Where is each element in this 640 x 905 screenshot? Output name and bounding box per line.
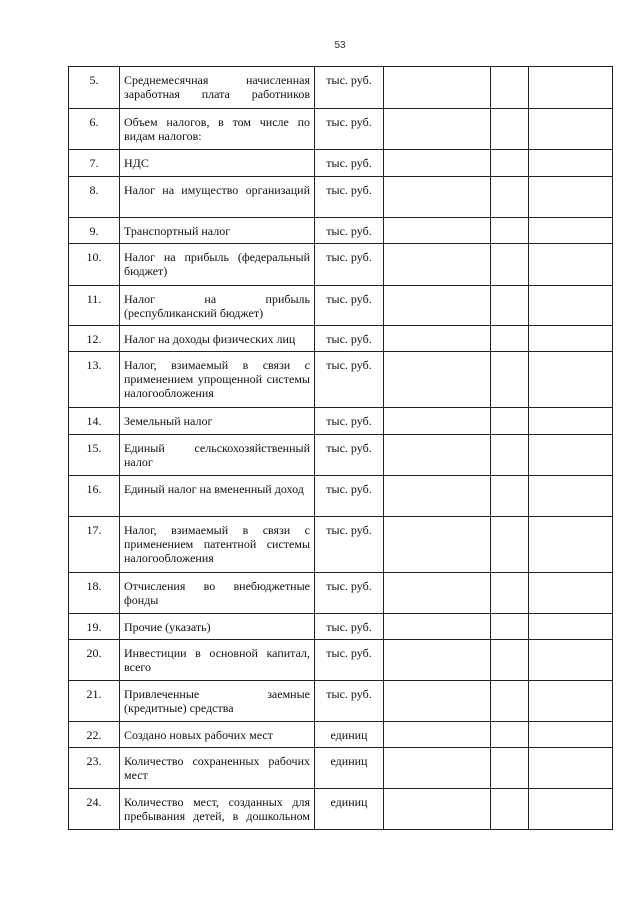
indicator-name: Транспортный налог (120, 218, 315, 244)
value-cell[interactable] (491, 789, 529, 830)
unit-cell: тыс. руб. (315, 517, 384, 573)
table-row (69, 67, 613, 109)
row-number: 24. (69, 789, 120, 830)
value-cell[interactable] (384, 614, 491, 640)
unit-cell: тыс. руб. (315, 614, 384, 640)
value-cell[interactable] (384, 640, 491, 681)
value-cell[interactable] (529, 150, 613, 177)
value-cell[interactable] (491, 244, 529, 286)
indicator-name: Налог на прибыль (федеральный бюджет) (120, 244, 315, 286)
indicator-name: Количество сохраненных рабочих мест (120, 748, 315, 789)
indicator-name: Налог на прибыль (республиканский бюджет) (120, 286, 315, 326)
table-row (69, 177, 613, 218)
value-cell[interactable] (384, 352, 491, 408)
row-number: 19. (69, 614, 120, 640)
value-cell[interactable] (529, 517, 613, 573)
unit-cell: тыс. руб. (315, 408, 384, 435)
indicator-name: Привлеченные заемные (кредитные) средства (120, 681, 315, 722)
unit-cell: тыс. руб. (315, 476, 384, 517)
value-cell[interactable] (529, 244, 613, 286)
indicator-name: Количество мест, созданных для пребывания детей, в дошкольном (120, 789, 315, 830)
value-cell[interactable] (491, 435, 529, 476)
unit-cell: тыс. руб. (315, 640, 384, 681)
value-cell[interactable] (529, 748, 613, 789)
value-cell[interactable] (384, 408, 491, 435)
unit-cell: тыс. руб. (315, 150, 384, 177)
table-row (69, 352, 613, 408)
value-cell[interactable] (491, 408, 529, 435)
row-number: 16. (69, 476, 120, 517)
row-number: 13. (69, 352, 120, 408)
value-cell[interactable] (529, 326, 613, 352)
unit-cell: тыс. руб. (315, 67, 384, 109)
value-cell[interactable] (491, 640, 529, 681)
page-number: 53 (334, 40, 346, 51)
row-number: 23. (69, 748, 120, 789)
value-cell[interactable] (529, 614, 613, 640)
row-number: 22. (69, 722, 120, 748)
value-cell[interactable] (384, 722, 491, 748)
value-cell[interactable] (384, 177, 491, 218)
value-cell[interactable] (529, 177, 613, 218)
table-row (69, 681, 613, 722)
value-cell[interactable] (529, 352, 613, 408)
indicator-name: Прочие (указать) (120, 614, 315, 640)
row-number: 5. (69, 67, 120, 109)
row-number: 18. (69, 573, 120, 614)
indicator-name: Земельный налог (120, 408, 315, 435)
table-row (69, 614, 613, 640)
indicator-name: Среднемесячная начисленная заработная плата работников (120, 67, 315, 109)
value-cell[interactable] (529, 681, 613, 722)
value-cell[interactable] (384, 286, 491, 326)
value-cell[interactable] (529, 573, 613, 614)
value-cell[interactable] (529, 640, 613, 681)
table-row (69, 722, 613, 748)
table-row (69, 244, 613, 286)
indicator-name: Налог на доходы физических лиц (120, 326, 315, 352)
indicator-name: Налог на имущество организаций (120, 177, 315, 218)
unit-cell: тыс. руб. (315, 326, 384, 352)
indicator-name: Налог, взимаемый в связи с применением упрощенной системы налогообложения (120, 352, 315, 408)
unit-cell: единиц (315, 789, 384, 830)
value-cell[interactable] (384, 517, 491, 573)
value-cell[interactable] (384, 326, 491, 352)
value-cell[interactable] (384, 435, 491, 476)
indicator-name: Создано новых рабочих мест (120, 722, 315, 748)
row-number: 7. (69, 150, 120, 177)
value-cell[interactable] (529, 408, 613, 435)
value-cell[interactable] (384, 244, 491, 286)
value-cell[interactable] (384, 789, 491, 830)
value-cell[interactable] (491, 352, 529, 408)
row-number: 10. (69, 244, 120, 286)
value-cell[interactable] (529, 476, 613, 517)
table-row (69, 748, 613, 789)
value-cell[interactable] (491, 109, 529, 150)
value-cell[interactable] (384, 150, 491, 177)
value-cell[interactable] (529, 435, 613, 476)
indicator-name: Отчисления во внебюджетные фонды (120, 573, 315, 614)
value-cell[interactable] (384, 573, 491, 614)
value-cell[interactable] (384, 748, 491, 789)
table-row (69, 476, 613, 517)
unit-cell: тыс. руб. (315, 573, 384, 614)
unit-cell: тыс. руб. (315, 218, 384, 244)
value-cell[interactable] (384, 218, 491, 244)
value-cell[interactable] (529, 67, 613, 109)
unit-cell: тыс. руб. (315, 286, 384, 326)
value-cell[interactable] (529, 789, 613, 830)
unit-cell: тыс. руб. (315, 109, 384, 150)
table-row (69, 150, 613, 177)
value-cell[interactable] (491, 681, 529, 722)
unit-cell: тыс. руб. (315, 435, 384, 476)
table-row (69, 789, 613, 830)
indicator-name: Налог, взимаемый в связи с применением патентной системы налогообложения (120, 517, 315, 573)
row-number: 14. (69, 408, 120, 435)
row-number: 17. (69, 517, 120, 573)
indicator-name: Объем налогов, в том числе по видам налогов: (120, 109, 315, 150)
unit-cell: единиц (315, 722, 384, 748)
indicator-name: Единый сельскохозяйственный налог (120, 435, 315, 476)
row-number: 15. (69, 435, 120, 476)
value-cell[interactable] (384, 681, 491, 722)
value-cell[interactable] (491, 150, 529, 177)
table-row (69, 640, 613, 681)
indicator-name: Инвестиции в основной капитал, всего (120, 640, 315, 681)
value-cell[interactable] (384, 476, 491, 517)
value-cell[interactable] (491, 517, 529, 573)
unit-cell: единиц (315, 748, 384, 789)
value-cell[interactable] (491, 722, 529, 748)
row-number: 11. (69, 286, 120, 326)
row-number: 8. (69, 177, 120, 218)
indicator-name: НДС (120, 150, 315, 177)
row-number: 9. (69, 218, 120, 244)
value-cell[interactable] (529, 218, 613, 244)
value-cell[interactable] (491, 614, 529, 640)
table-row (69, 218, 613, 244)
value-cell[interactable] (529, 286, 613, 326)
value-cell[interactable] (384, 67, 491, 109)
value-cell[interactable] (491, 67, 529, 109)
value-cell[interactable] (529, 109, 613, 150)
value-cell[interactable] (491, 177, 529, 218)
indicator-name: Единый налог на вмененный доход (120, 476, 315, 517)
value-cell[interactable] (491, 326, 529, 352)
table-row (69, 517, 613, 573)
row-number: 6. (69, 109, 120, 150)
value-cell[interactable] (491, 476, 529, 517)
table-row (69, 573, 613, 614)
unit-cell: тыс. руб. (315, 244, 384, 286)
row-number: 12. (69, 326, 120, 352)
indicators-table (68, 66, 613, 830)
value-cell[interactable] (529, 722, 613, 748)
row-number: 21. (69, 681, 120, 722)
unit-cell: тыс. руб. (315, 681, 384, 722)
table-row (69, 109, 613, 150)
value-cell[interactable] (491, 286, 529, 326)
value-cell[interactable] (491, 218, 529, 244)
value-cell[interactable] (384, 109, 491, 150)
table-row (69, 408, 613, 435)
table-row (69, 286, 613, 326)
table-row (69, 326, 613, 352)
value-cell[interactable] (491, 748, 529, 789)
value-cell[interactable] (491, 573, 529, 614)
row-number: 20. (69, 640, 120, 681)
table-row (69, 435, 613, 476)
unit-cell: тыс. руб. (315, 177, 384, 218)
unit-cell: тыс. руб. (315, 352, 384, 408)
